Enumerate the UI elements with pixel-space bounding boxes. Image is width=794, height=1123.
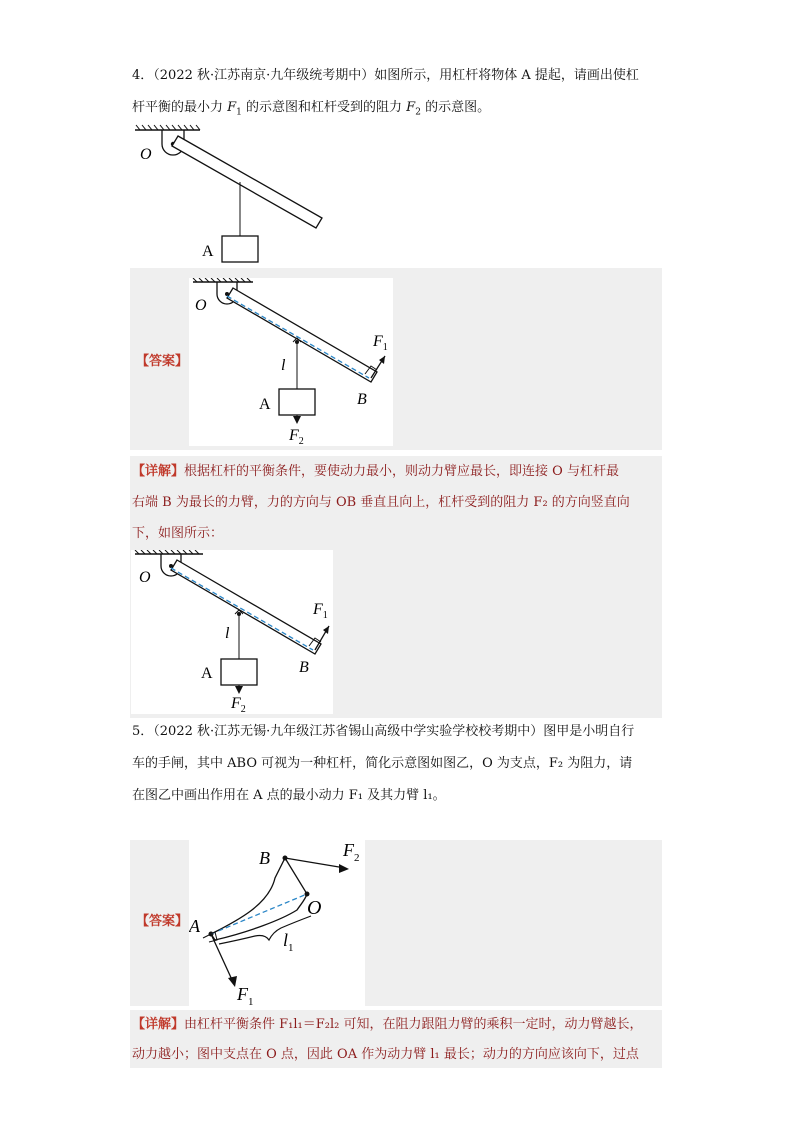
q4-f2-sub: 2 bbox=[415, 107, 421, 118]
q4-detail-F2-letter: F bbox=[231, 695, 241, 712]
q4-line2-part-a: 杆平衡的最小力 bbox=[132, 100, 228, 115]
q4-label-O: O bbox=[140, 146, 152, 163]
q5-label-O: O bbox=[307, 897, 322, 919]
q5-l1-letter: l bbox=[283, 930, 289, 950]
q4-answer-F2-sub: 2 bbox=[298, 436, 304, 446]
q4-answer-figure bbox=[189, 278, 393, 446]
q4-answer-label-l: l bbox=[281, 357, 286, 374]
q4-detail-F2-sub: 2 bbox=[240, 704, 246, 714]
q4-detail-tag: 【详解】 bbox=[132, 464, 185, 479]
q4-detail-label-l: l bbox=[225, 625, 230, 642]
q4-answer-label-O: O bbox=[195, 297, 207, 314]
q5-detail-tag: 【详解】 bbox=[132, 1017, 185, 1032]
q4-answer-F1-letter: F bbox=[373, 333, 383, 350]
q5-F2-letter: F bbox=[343, 840, 354, 860]
q4-detail-figure bbox=[131, 550, 333, 714]
q5-detail-line1 bbox=[132, 1017, 642, 1033]
q4-f1-sub: 1 bbox=[236, 107, 242, 118]
q4-f1-symbol: F bbox=[227, 100, 237, 115]
q4-detail-line2: 右端 B 为最长的力臂，力的方向与 OB 垂直且向上，杠杆受到的阻力 F₂ 的方向竖直向 bbox=[132, 495, 630, 510]
q5-answer-figure bbox=[189, 840, 365, 1006]
q4-line2-part-c: 的示意图。 bbox=[420, 100, 491, 115]
q4-detail-label-B: B bbox=[299, 659, 309, 676]
q4-detail-label-A: A bbox=[201, 665, 213, 682]
q4-detail-F1-letter: F bbox=[313, 601, 323, 618]
q4-text-line1: 4．（2022 秋·江苏南京·九年级统考期中）如图所示，用杠杆将物体 A 提起，请画出使杠 bbox=[132, 68, 639, 83]
q5-F1-letter: F bbox=[237, 984, 248, 1004]
q5-l1-sub: 1 bbox=[288, 942, 294, 954]
q4-detail-F1-sub: 1 bbox=[322, 610, 328, 621]
q5-detail-text1: 由杠杆平衡条件 F₁l₁＝F₂l₂ 可知，在阻力跟阻力臂的乘积一定时，动力臂越长， bbox=[184, 1017, 643, 1032]
q4-answer-F1-sub: 1 bbox=[382, 342, 388, 353]
q4-answer-label-B: B bbox=[357, 391, 367, 408]
q4-detail-line1 bbox=[132, 464, 619, 480]
q5-detail-line2: 动力越小；图中支点在 O 点，因此 OA 作为动力臂 l₁ 最长；动力的方向应该向下，过点 bbox=[132, 1047, 639, 1062]
q5-label-B: B bbox=[259, 848, 270, 868]
q5-label-A: A bbox=[189, 916, 200, 936]
q4-label-A: A bbox=[202, 243, 214, 260]
q5-answer-tag: 【答案】 bbox=[136, 914, 189, 929]
q4-answer-F2-letter: F bbox=[289, 427, 299, 444]
q5-F2-sub: 2 bbox=[354, 852, 360, 864]
q5-text-line3: 在图乙中画出作用在 A 点的最小动力 F₁ 及其力臂 l₁。 bbox=[132, 788, 446, 803]
q4-f2-symbol: F bbox=[406, 100, 416, 115]
q4-detail-line3: 下，如图所示： bbox=[132, 526, 224, 541]
q4-text-line2 bbox=[132, 100, 490, 121]
q4-lever-figure bbox=[130, 124, 330, 264]
q4-answer-label-A: A bbox=[259, 396, 271, 413]
q4-detail-label-O: O bbox=[139, 569, 151, 586]
q5-text-line2: 车的手闸，其中 ABO 可视为一种杠杆，简化示意图如图乙，O 为支点，F₂ 为阻力，请 bbox=[132, 756, 633, 771]
q4-line2-part-b: 的示意图和杠杆受到的阻力 bbox=[241, 100, 407, 115]
q4-answer-tag: 【答案】 bbox=[136, 354, 189, 369]
q5-F1-sub: 1 bbox=[248, 996, 254, 1006]
q5-text-line1: 5．（2022 秋·江苏无锡·九年级江苏省锡山高级中学实验学校校考期中）图甲是小明自行 bbox=[132, 724, 635, 739]
q4-detail-text1: 根据杠杆的平衡条件，要使动力最小，则动力臂应最长，即连接 O 与杠杆最 bbox=[184, 464, 619, 479]
